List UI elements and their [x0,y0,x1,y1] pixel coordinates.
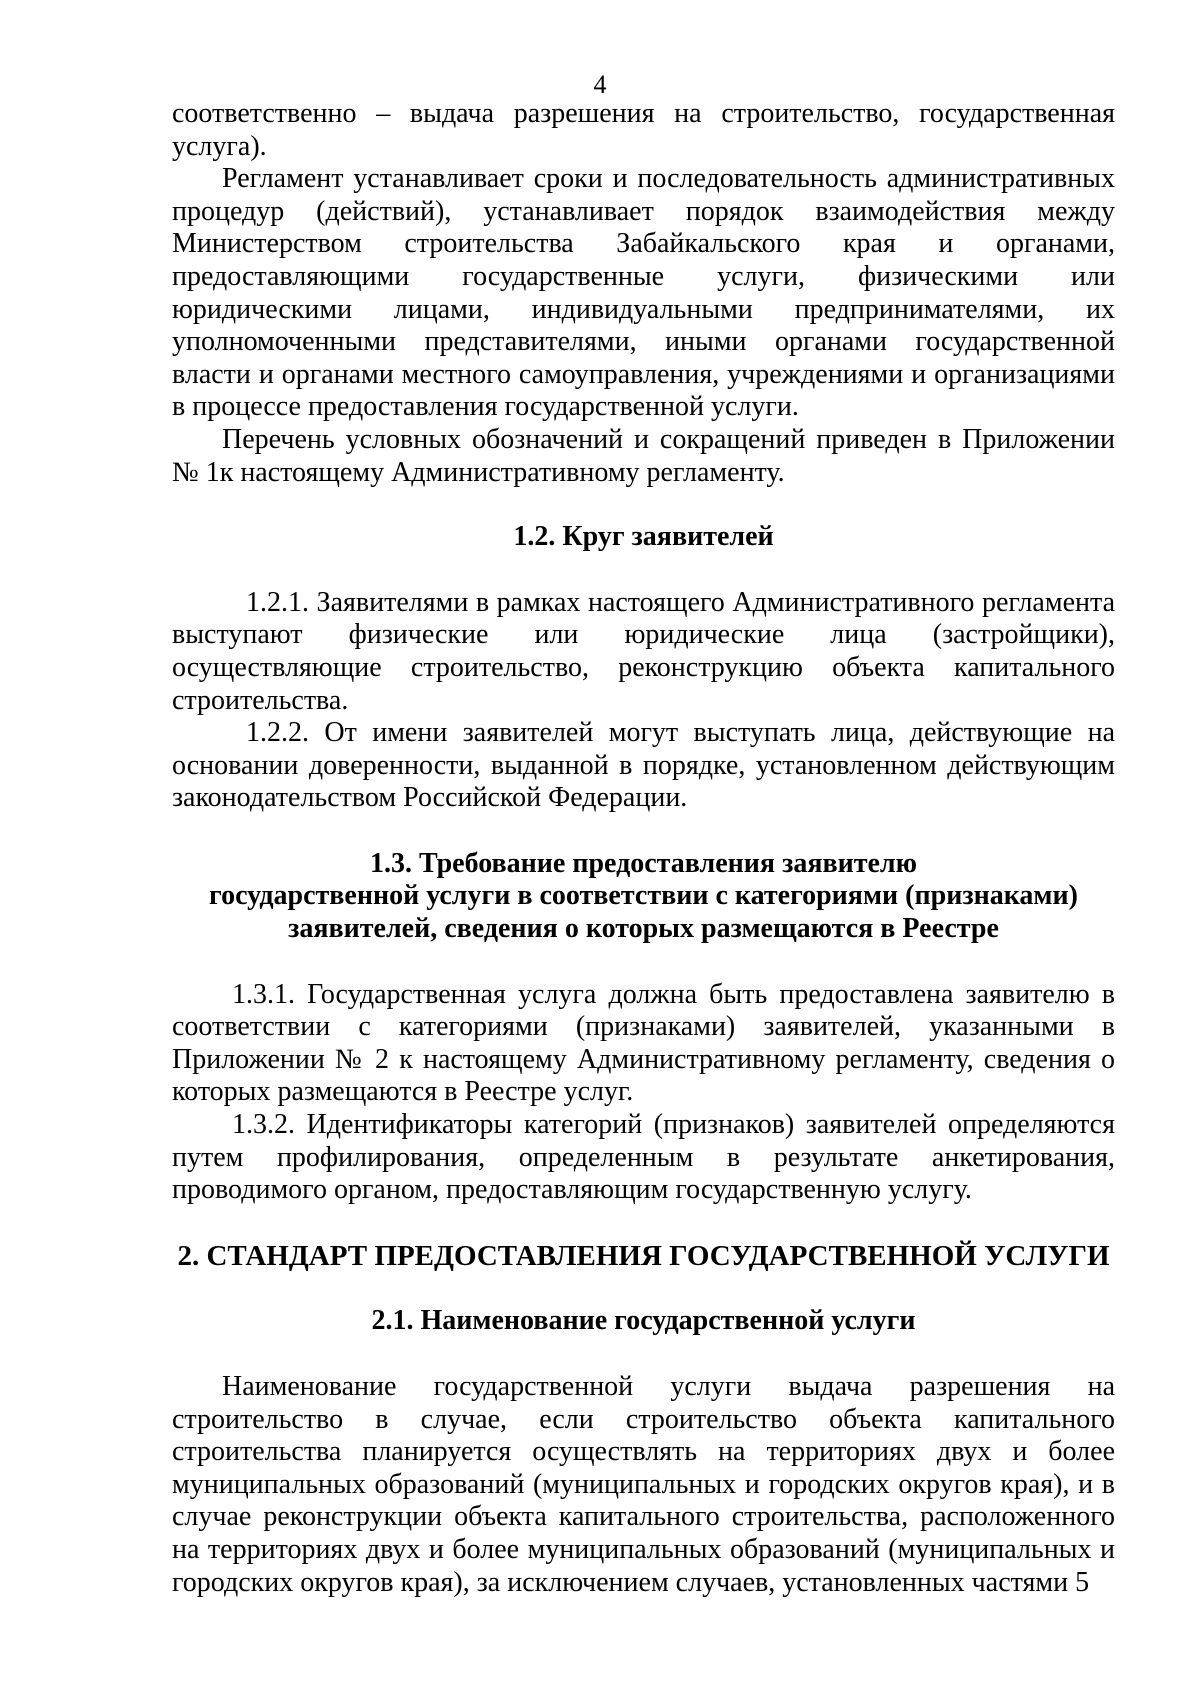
paragraph-1-2-2: 1.2.2. От имени заявителей могут выступать лица, действующие на основании доверенности, выданной в порядке, установленном действующим законодательством Российской Федерации. [172,717,1115,814]
heading-section-1-3-line-3: заявителей, сведения о которых размещаются в Реестре [288,913,999,945]
heading-section-1-3-line-1: 1.3. Требование предоставления заявителю [369,847,918,879]
heading-section-1-3-line-2: государственной услуги в соответствии с категориями (признаками) [209,880,1078,912]
paragraph-intro-continuation: соответственно – выдача разрешения на строительство, государственная услуга). [172,98,1115,162]
paragraph-abbreviations: Перечень условных обозначений и сокращений приведен в Приложении № 1к настоящему Административному регламенту. [172,423,1115,488]
heading-section-1-3 [172,848,1115,946]
paragraph-2-1-service-name: Наименование государственной услуги выдача разрешения на строительство в случае, если строительство объекта капитального строительства планируется осуществлять на территориях двух и более муниципальных образований (муниципальных и городских округов края), и в случае реконструкции объекта капитального строительства, расположенного на территориях двух и более муниципальных образований (муниципальных и городских округов края), за исключением случаев, установленных частями 5 [172,1371,1115,1598]
paragraph-1-2-1: 1.2.1. Заявителями в рамках настоящего Административного регламента выступают физические или юридические лица (застройщики), осуществляющие строительство, реконструкцию объекта капитального строительства. [172,586,1115,716]
heading-section-2: 2. СТАНДАРТ ПРЕДОСТАВЛЕНИЯ ГОСУДАРСТВЕННОЙ УСЛУГИ [177,1239,1110,1272]
page-number: 4 [593,70,607,99]
heading-section-2-1: 2.1. Наименование государственной услуги [371,1305,916,1337]
document-body [172,98,1115,1599]
paragraph-1-3-1: 1.3.1. Государственная услуга должна быть предоставлена заявителю в соответствии с категориями (признаками) заявителей, указанными в Приложении № 2 к настоящему Административному регламенту, сведения о которых размещаются в Реестре услуг. [172,978,1115,1108]
paragraph-reglament-scope: Регламент устанавливает сроки и последовательность административных процедур (действий), устанавливает порядок взаимодействия между Министерством строительства Забайкальского края и органами, предоставляющими государственные услуги, физическими или юридическими лицами, индивидуальными предпринимателями, их уполномоченными представителями, иными органами государственной власти и органами местного самоуправления, учреждениями и организациями в процессе предоставления государственной услуги. [172,163,1115,423]
heading-section-1-2: 1.2. Круг заявителей [513,521,774,553]
paragraph-1-3-2: 1.3.2. Идентификаторы категорий (признаков) заявителей определяются путем профилирования, определенным в результате анкетирования, проводимого органом, предоставляющим государственную услугу. [172,1109,1115,1206]
